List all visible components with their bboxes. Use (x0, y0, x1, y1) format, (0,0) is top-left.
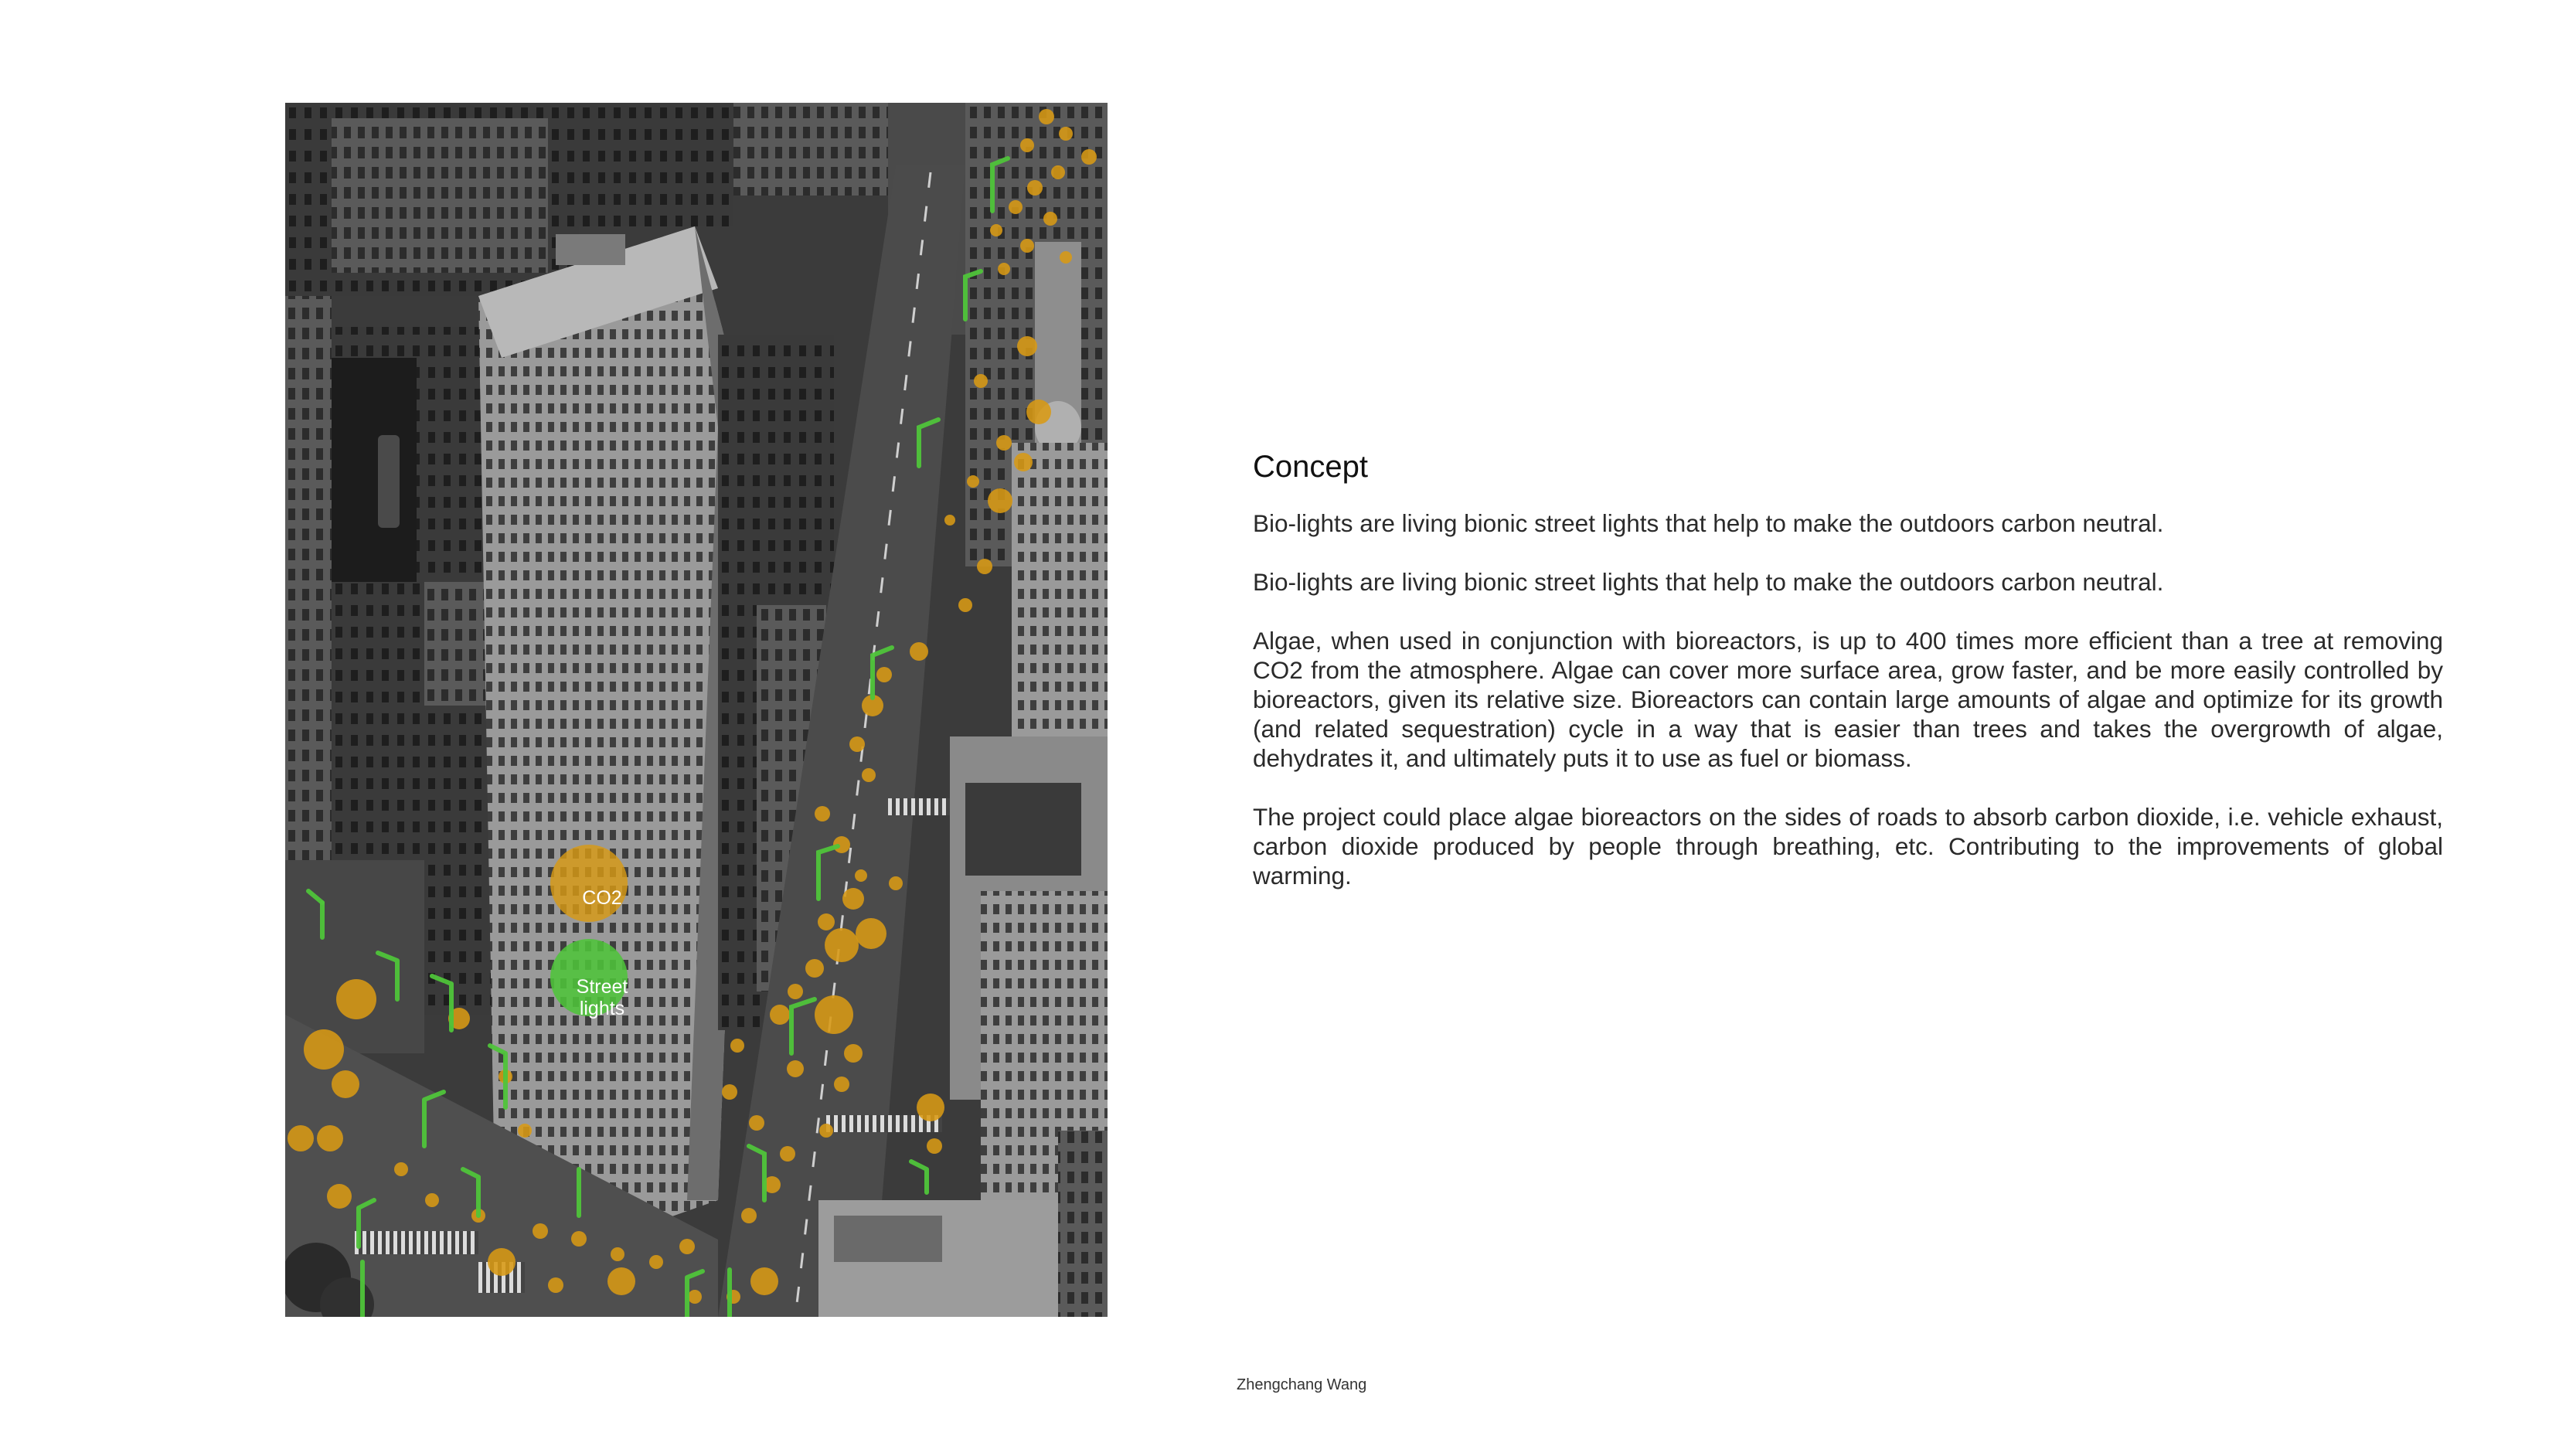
concept-paragraph-1: Bio-lights are living bionic street lights that help to make the outdoors carbon neutral. (1253, 509, 2164, 537)
concept-section (1253, 448, 2443, 920)
concept-title: Concept (1253, 450, 1368, 484)
city-aerial-photo (285, 103, 1108, 1317)
concept-paragraph-3: Algae, when used in conjunction with bioreactors, is up to 400 times more efficient than a tree at removing CO2 from the atmosphere. Algae can cover more surface area, grow faster, and be more easily controlled by bioreactors, given its relative size. Bioreactors can contain large amounts of algae and optimize for its growth (and related sequestration) cycle in a way that is easier than trees and takes the overgrowth of algae, dehydrates it, and ultimately puts it to use as fuel or biomass. (1253, 627, 2443, 772)
author-credit: Zhengchang Wang (1237, 1376, 1367, 1393)
co2-legend-label: CO2 (582, 887, 622, 909)
co2-legend-circle (550, 845, 628, 922)
photo-illustration (285, 103, 1108, 1317)
street-lights-legend-label: Street lights (576, 976, 628, 1019)
concept-paragraph-2: Bio-lights are living bionic street lights that help to make the outdoors carbon neutral. (1253, 568, 2164, 596)
concept-paragraph-4: The project could place algae bioreactors on the sides of roads to absorb carbon dioxide, i.e. vehicle exhaust, carbon dioxide produced by people through breathing, etc. Contributing to the improvements of global warming. (1253, 803, 2443, 889)
